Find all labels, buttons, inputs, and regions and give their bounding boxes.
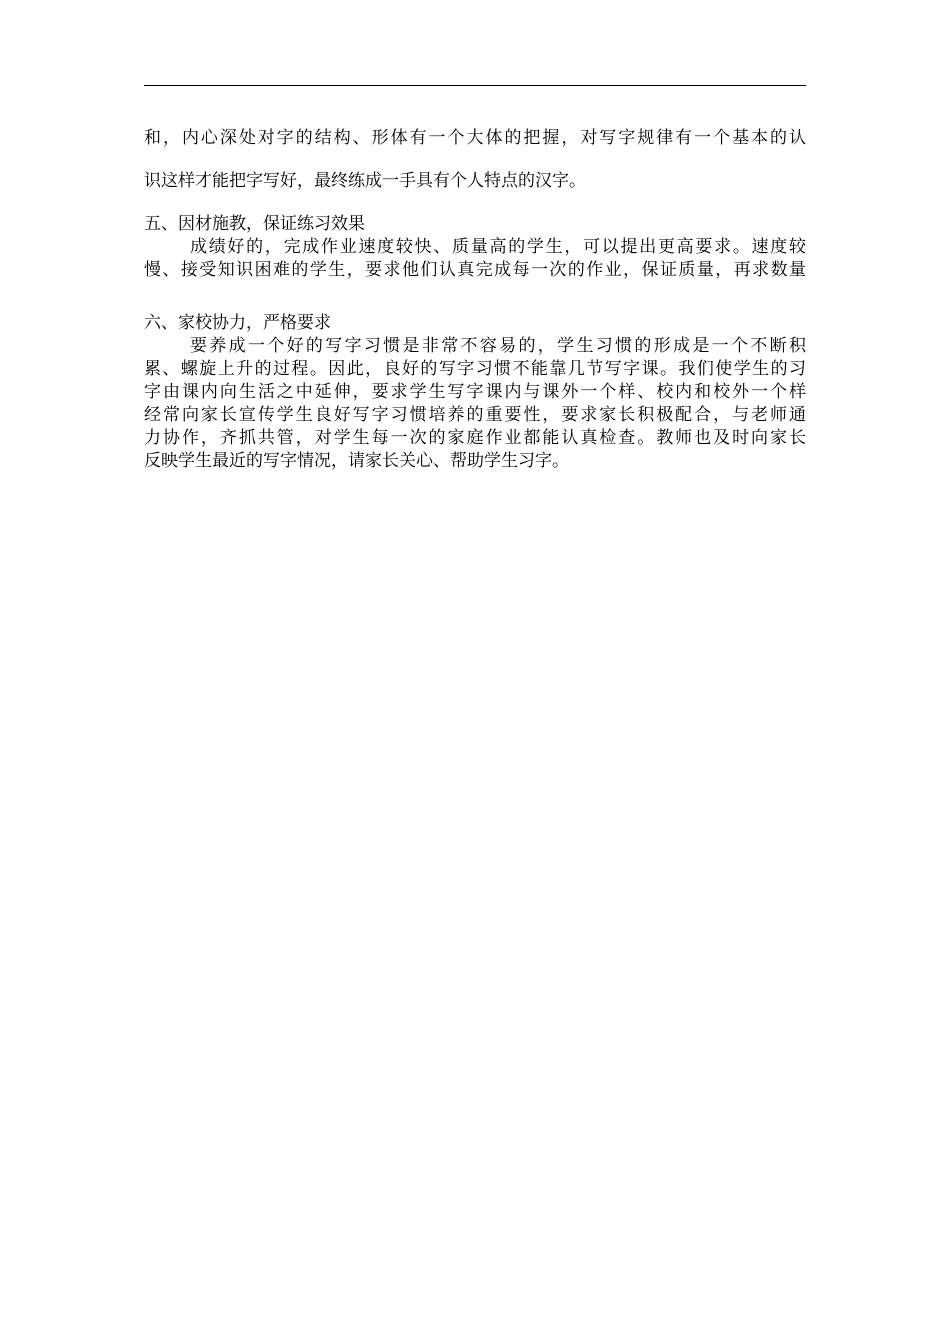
- paragraph-line: 累、螺旋上升的过程。因此，良好的写字习惯不能靠几节写字课。我们使学生的习: [144, 359, 806, 379]
- section-heading-6: 六、家校协力，严格要求: [144, 313, 331, 333]
- paragraph-line: 成绩好的，完成作业速度较快、质量高的学生，可以提出更高要求。速度较: [190, 237, 806, 257]
- paragraph-line: 慢、接受知识困难的学生，要求他们认真完成每一次的作业，保证质量，再求数量: [144, 260, 806, 280]
- paragraph-line: 反映学生最近的写字情况，请家长关心、帮助学生习字。: [144, 451, 569, 471]
- section-heading-5: 五、因材施教，保证练习效果: [144, 214, 365, 234]
- paragraph-line: 识这样才能把字写好，最终练成一手具有个人特点的汉字。: [144, 171, 586, 191]
- header-rule: [144, 85, 806, 86]
- paragraph-line: 字由课内向生活之中延伸，要求学生写字课内与课外一个样、校内和校外一个样: [144, 382, 806, 402]
- paragraph-line: 力协作，齐抓共管，对学生每一次的家庭作业都能认真检查。教师也及时向家长: [144, 428, 806, 448]
- paragraph-line: 经常向家长宣传学生良好写字习惯培养的重要性，要求家长积极配合，与老师通: [144, 405, 806, 425]
- paragraph-line: 要养成一个好的写字习惯是非常不容易的，学生习惯的形成是一个不断积: [190, 336, 806, 356]
- paragraph-line: 和，内心深处对字的结构、形体有一个大体的把握，对写字规律有一个基本的认: [144, 128, 806, 148]
